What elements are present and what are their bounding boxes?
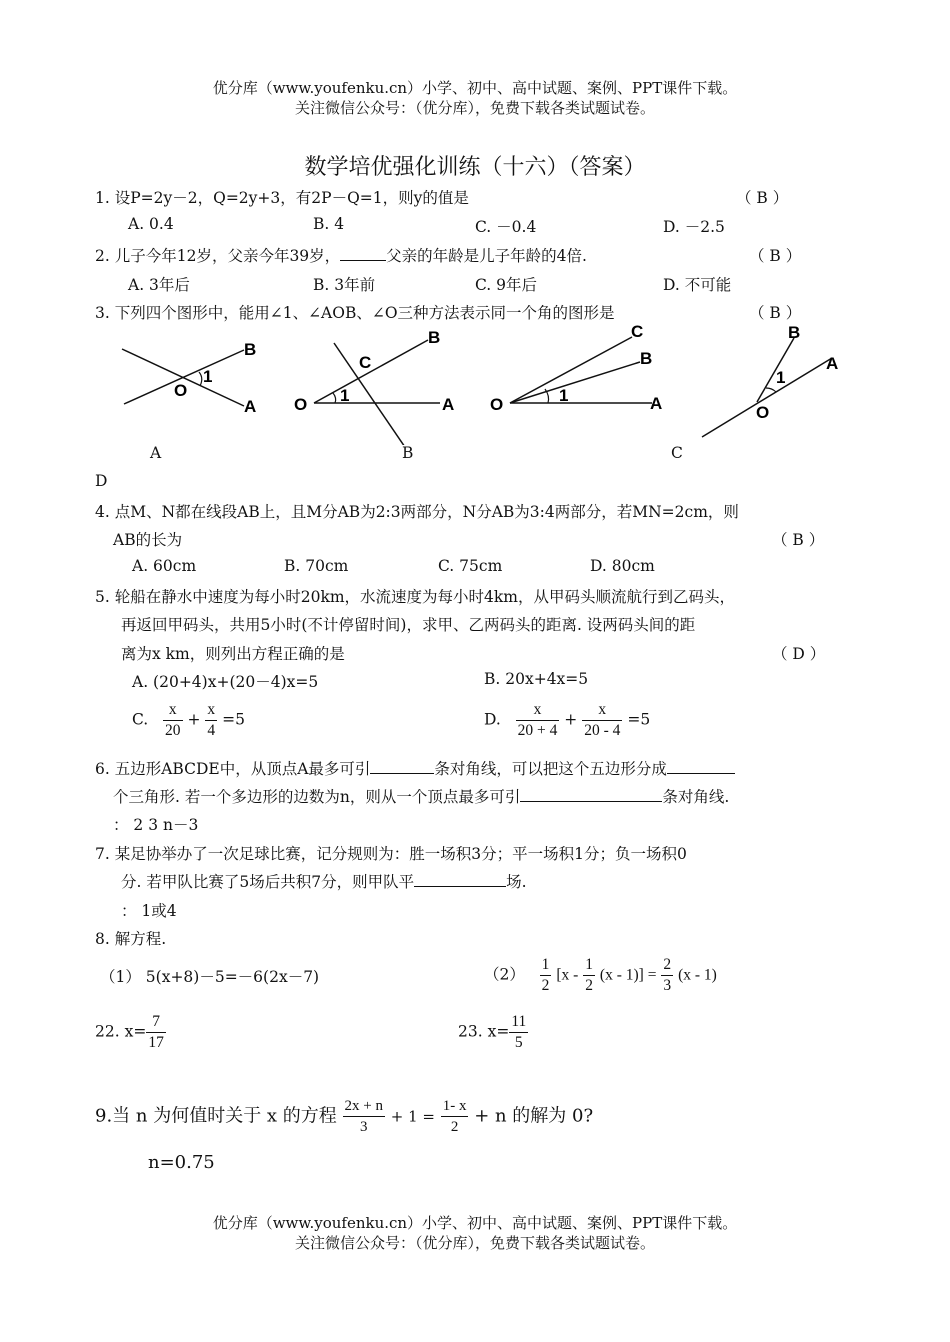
q5-c-frac-2: $\frac{x}{4}$ (207, 701, 216, 739)
fig-a-label-b: B (244, 340, 257, 359)
footer-line-1: 优分库（www.youfenku.cn）小学、初中、高中试题、案例、PPT课件下载。 (212, 1214, 738, 1232)
fig-c-label-b: B (640, 349, 653, 368)
q2-option-b: B. 3年前 (313, 276, 376, 294)
q5-stem-line-2: 再返回甲码头，共用5小时(不计停留时间)，求甲、乙两码头的距离. 设两码头间的距 (121, 616, 696, 634)
q8-stem: 8. 解方程. (95, 930, 167, 948)
q8-problem-2-label: （2） (484, 965, 525, 984)
fig-b-label-a: A (442, 395, 455, 414)
q8-frac-1: $\frac{1}{2}$ (541, 956, 550, 994)
q6-line-1-b: 条对角线，可以把这个五边形分成 (434, 760, 667, 778)
q9-frac-1: $\frac{2x + n}{3}$ (344, 1098, 384, 1135)
figure-label-a: A (150, 444, 162, 462)
q5-answer: （ D ） (772, 645, 826, 663)
q4-option-d: D. 80cm (590, 557, 655, 575)
q8-answer-2-frac: $\frac{11}{5}$ (511, 1013, 527, 1051)
figure-label-b: B (402, 444, 414, 462)
footer-line-2: 关注微信公众号：（优分库），免费下载各类试题试卷。 (294, 1234, 655, 1252)
q9-stem (95, 1096, 593, 1137)
fig-a-label-a: A (244, 397, 257, 416)
fig-a-angle-arc (199, 372, 202, 386)
figure-label-d: D (95, 472, 108, 490)
page-title: 数学培优强化训练（十六）（答案） (304, 155, 646, 180)
q7-line-2-b: 场. (506, 873, 527, 891)
figure-a-diagram (122, 340, 256, 416)
q5-c-plus: + (187, 710, 201, 729)
q8-expr-b: (x - 1)] = (599, 966, 657, 984)
q1-stem: 1. 设P=2y－2，Q=2y+3，有2P－Q=1，则y的值是 (95, 189, 469, 207)
q9-plus-eq: + 1 = (390, 1107, 435, 1126)
q6-answer: ： 2 3 n－3 (113, 816, 199, 834)
q7-line-2 (121, 870, 527, 892)
header-line-1: 优分库（www.youfenku.cn）小学、初中、高中试题、案例、PPT课件下载。 (212, 79, 738, 97)
q5-d-frac-2: $\frac{x}{20 - 4}$ (584, 701, 621, 739)
fig-b-label-c: C (359, 353, 372, 372)
q2-answer: （ B ） (749, 247, 802, 265)
q5-option-c-label: C. (132, 710, 149, 729)
fig-d-label-a: A (826, 354, 839, 373)
q3-figures (0, 320, 950, 445)
q7-blank (414, 872, 506, 887)
q8-frac-3: $\frac{2}{3}$ (663, 956, 672, 994)
fig-b-label-b: B (428, 328, 441, 347)
q3-stem: 3. 下列四个图形中，能用∠1、∠AOB、∠O三种方法表示同一个角的图形是 (95, 304, 615, 322)
q5-d-eq: =5 (627, 710, 651, 729)
fig-d-line-a (702, 358, 832, 437)
q2-blank (340, 246, 386, 261)
q6-line-2 (113, 785, 729, 807)
q4-option-b: B. 70cm (284, 557, 349, 575)
q6-line-2-b: 条对角线. (662, 788, 730, 806)
header-line-2: 关注微信公众号：（优分库），免费下载各类试题试卷。 (294, 99, 655, 117)
q4-option-a: A. 60cm (132, 557, 197, 575)
q5-option-a: A. (20+4)x+(20－4)x=5 (132, 673, 319, 691)
fig-a-label-1: 1 (203, 367, 213, 386)
fig-c-label-o: O (490, 395, 504, 414)
fig-d-label-b: B (788, 323, 801, 342)
q4-stem-line-2: AB的长为 (113, 531, 183, 549)
q7-line-2-a: 分. 若甲队比赛了5场后共积7分，则甲队平 (121, 873, 415, 891)
q8-frac-2: $\frac{1}{2}$ (585, 956, 593, 994)
figure-label-c: C (671, 444, 683, 462)
fig-c-label-c: C (631, 322, 644, 341)
q8-answer-2 (458, 1012, 528, 1053)
q9-stem-pre: 9.当 n 为何值时关于 x 的方程 (95, 1105, 337, 1127)
q4-option-c: C. 75cm (438, 557, 503, 575)
q2-stem-part-2: 父亲的年龄是儿子年龄的4倍. (386, 247, 587, 265)
q5-c-eq: =5 (222, 710, 245, 729)
q2-option-c: C. 9年后 (475, 276, 538, 294)
fig-b-label-o: O (294, 395, 308, 414)
q8-answer-1 (95, 1012, 166, 1053)
q5-stem-line-1: 5. 轮船在静水中速度为每小时20km，水流速度为每小时4km，从甲码头顺流航行到乙码头， (95, 588, 735, 606)
q5-option-c (132, 700, 245, 741)
q2-option-d: D. 不可能 (663, 276, 732, 294)
q5-option-d (484, 700, 650, 741)
figure-b-diagram (294, 328, 454, 445)
q6-blank-3 (520, 787, 662, 802)
fig-d-angle-arc (766, 388, 776, 392)
fig-b-angle-arc (333, 393, 336, 403)
q9-frac-2: $\frac{1- x}{2}$ (442, 1098, 467, 1135)
fig-b-label-1: 1 (340, 386, 350, 405)
q1-answer: （ B ） (736, 189, 789, 207)
q1-option-b: B. 4 (313, 215, 345, 233)
q8-problem-2 (484, 955, 717, 996)
q5-d-frac-1: $\frac{x}{20 + 4}$ (517, 701, 558, 739)
q1-option-a: A. 0.4 (128, 215, 174, 233)
q8-expr-c: (x - 1) (678, 966, 717, 984)
q5-option-d-label: D. (484, 710, 501, 729)
q5-option-b: B. 20x+4x=5 (484, 670, 589, 688)
q7-line-1: 7. 某足协举办了一次足球比赛，记分规则为：胜一场积3分；平一场积1分；负一场积0 (95, 845, 687, 863)
q2-stem-part-1: 2. 儿子今年12岁，父亲今年39岁， (95, 247, 341, 265)
q6-line-2-a: 个三角形. 若一个多边形的边数为n，则从一个顶点最多可引 (113, 788, 521, 806)
fig-c-label-1: 1 (559, 386, 569, 405)
q5-stem-line-3: 离为x km，则列出方程正确的是 (121, 645, 345, 663)
q8-problem-1: （1） 5(x+8)－5=－6(2x－7) (100, 968, 320, 986)
fig-d-label-1: 1 (776, 368, 786, 387)
fig-c-label-a: A (650, 394, 663, 413)
fig-d-label-o: O (756, 403, 770, 422)
q4-stem-line-1: 4. 点M、N都在线段AB上，且M分AB为2:3两部分，N分AB为3:4两部分，若MN=2cm，则 (95, 503, 739, 521)
q8-answer-1-label: 22. x= (95, 1022, 147, 1041)
fig-a-label-o: O (174, 381, 188, 400)
q5-c-frac-1: $\frac{x}{20}$ (165, 701, 181, 739)
q3-answer: （ B ） (749, 304, 802, 322)
q5-d-plus: + (564, 710, 578, 729)
q8-answer-1-frac: $\frac{7}{17}$ (148, 1013, 164, 1051)
q6-line-1-a: 6. 五边形ABCDE中，从顶点A最多可引 (95, 760, 371, 778)
q7-answer: ： 1或4 (121, 902, 177, 920)
q2-option-a: A. 3年后 (128, 276, 190, 294)
q6-blank-2 (667, 759, 735, 774)
q4-answer: （ B ） (772, 531, 825, 549)
q6-line-1 (95, 757, 735, 779)
figure-d-diagram (702, 323, 838, 437)
q1-option-c: C. －0.4 (475, 218, 537, 236)
q9-stem-post: + n 的解为 0? (474, 1105, 594, 1127)
q1-option-d: D. －2.5 (663, 218, 725, 236)
q8-expr-a: [x - (556, 966, 579, 984)
q8-answer-2-label: 23. x= (458, 1022, 510, 1041)
figure-c-diagram (490, 322, 662, 414)
q2-stem (95, 244, 587, 266)
q9-answer: n=0.75 (148, 1152, 215, 1173)
q6-blank-1 (370, 759, 434, 774)
